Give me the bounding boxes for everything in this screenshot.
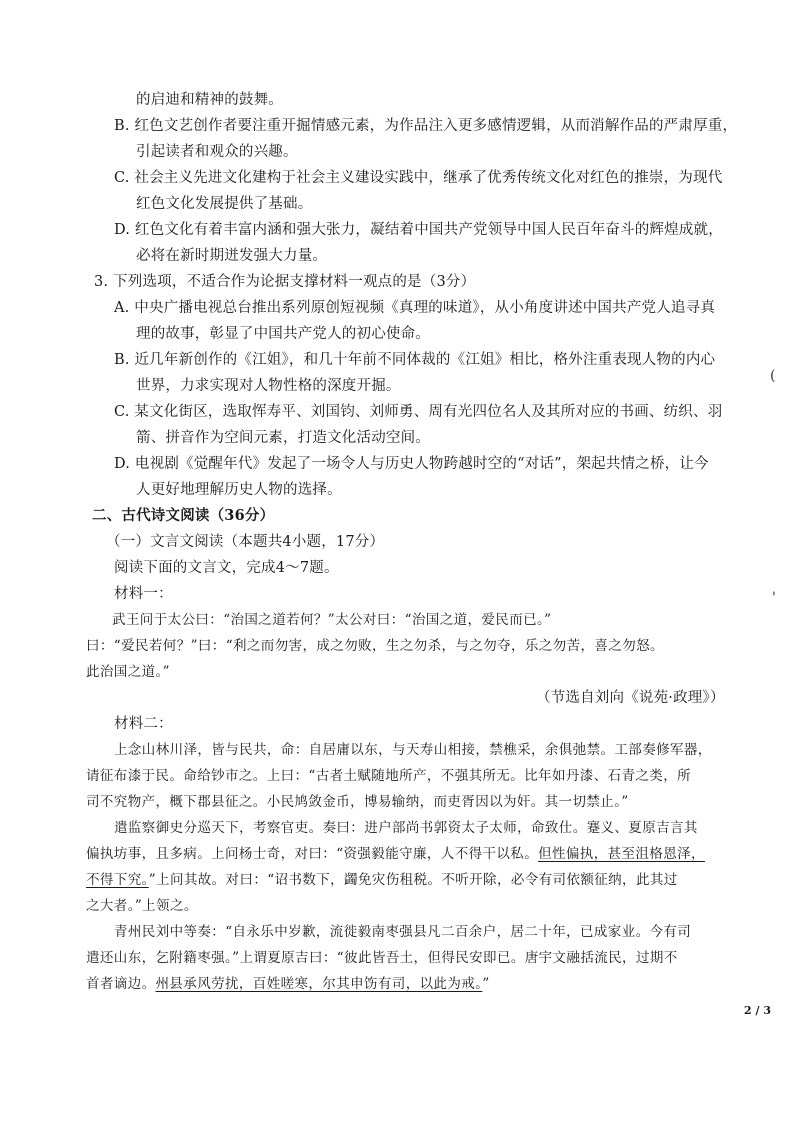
material-two-label: 材料二： [114, 716, 173, 732]
material-two-line2: 请征布漆于民。命给钞市之。上曰：“古者土赋随地所产，不强其所无。比年如丹漆、石青之类，所 [86, 768, 691, 784]
underlined-sentence-2: 州县承风劳扰，百姓嗟寒，尔其申饬有司，以此为戒。 [155, 976, 483, 992]
material-two-line4: 遣监察御史分巡天下，考察官吏。奏曰：进户部尚书郭资太子太师，命致仕。蹇义、夏原吉言其 [114, 820, 698, 836]
reading-instruction: 阅读下面的文言文，完成4～7题。 [114, 560, 339, 576]
material-one-para3: 此治国之道。” [86, 664, 170, 680]
material-one-para2: 曰：“爱民若何？”曰：“利之而勿害，成之勿败，生之勿杀，与之勿夺，乐之勿苦，喜之勿怒。 [86, 638, 664, 654]
material-one-source: （节选自刘向《说苑·政理》） [536, 690, 725, 706]
material-two-line9: 遣还山东，乞附籍枣强。”上谓夏原吉曰：“彼此皆吾土，但得民安即已。唐宇文融括流民，过期不 [86, 950, 678, 966]
q3-option-c-line1: C. 某文化街区，选取恽寿平、刘国钧、刘师勇、周有光四位名人及其所对应的书画、纺织、羽 [114, 404, 723, 420]
margin-scan-mark: ' [772, 590, 776, 606]
q3-option-a-line2: 理的故事，彰显了中国共产党人的初心使命。 [136, 326, 430, 342]
material-one-label: 材料一： [114, 586, 173, 602]
q3-option-a-line1: A. 中央广播电视总台推出系列原创短视频《真理的味道》，从小角度讲述中国共产党人追寻真 [114, 300, 716, 316]
q2-option-c-line1: C. 社会主义先进文化建构于社会主义建设实践中，继承了优秀传统文化对红色的推崇，为现代 [114, 170, 723, 186]
underlined-sentence-1-part1: 但性偏执，甚至沮格恩泽， [538, 846, 705, 862]
q3-stem: 3. 下列选项，不适合作为论据支撑材料一观点的是（3分） [94, 274, 476, 290]
q3-option-c-line2: 箭、拼音作为空间元素，打造文化活动空间。 [136, 430, 430, 446]
q2-option-a-tail: 的启迪和精神的鼓舞。 [136, 92, 283, 108]
line10-close-quote: ” [482, 976, 490, 992]
page-number: 2 / 3 [744, 1004, 771, 1017]
q2-option-b-line2: 引起读者和观众的兴趣。 [136, 144, 298, 160]
material-two-line8: 青州民刘中等奏：“自永乐中岁歉，流徙毅南枣强县凡二百余户，居二十年，已成家业。今有司 [114, 924, 692, 940]
q3-option-d-line2: 人更好地理解历史人物的选择。 [136, 482, 342, 498]
q2-option-c-line2: 红色文化发展提供了基础。 [136, 196, 313, 212]
material-two-line7: 之大者。”上领之。 [86, 898, 198, 914]
q2-option-b-line1: B. 红色文艺创作者要注重开掘情感元素，为作品注入更多感情逻辑，从而消解作品的严肃厚重， [114, 118, 738, 134]
q2-option-d-line1: D. 红色文化有着丰富内涵和强大张力，凝结着中国共产党领导中国人民百年奋斗的辉煌成就， [114, 222, 723, 238]
material-two-line10 [86, 974, 490, 994]
q2-option-d-line2: 必将在新时期迸发强大力量。 [136, 248, 328, 264]
line5-text: 偏执坊事，且多病。上问杨士奇，对曰：“资强毅能守廉，人不得干以私。 [86, 846, 539, 862]
line10-text: 首者谪边。 [86, 976, 156, 992]
margin-scan-mark: ( [770, 368, 776, 384]
q3-option-d-line1: D. 电视剧《觉醒年代》发起了一场令人与历史人物跨越时空的“对话”，架起共情之桥，让今 [114, 456, 709, 472]
material-two-line5 [86, 844, 705, 864]
material-two-line1: 上念山林川泽，皆与民共，命：自居庸以东，与天寿山相接，禁樵采，余俱弛禁。工部奏修军器， [114, 742, 712, 758]
line6-text: ”上问其故。对曰：“诏书数下，蠲免灾伤租税。不听开除，必令有司依额征纳，此其过 [148, 872, 678, 888]
material-two-line3: 司不究物产，概下郡县征之。小民鸠敛金币，博易输纳，而吏胥因以为奸。其一切禁止。” [86, 794, 629, 810]
material-one-para1: 武王问于太公曰：“治国之道若何？”太公对曰：“治国之道，爱民而已。” [112, 612, 552, 628]
section-title: 二、古代诗文阅读（36分） [92, 507, 275, 524]
underlined-sentence-1-part2: 不得下究。 [86, 872, 149, 888]
q3-option-b-line2: 世界，力求实现对人物性格的深度开掘。 [136, 378, 401, 394]
subsection-title: （一）文言文阅读（本题共4小题，17分） [106, 534, 385, 550]
material-two-line6 [86, 870, 678, 890]
q3-option-b-line1: B. 近几年新创作的《江姐》，和几十年前不同体裁的《江姐》相比，格外注重表现人物的内心 [114, 352, 716, 368]
